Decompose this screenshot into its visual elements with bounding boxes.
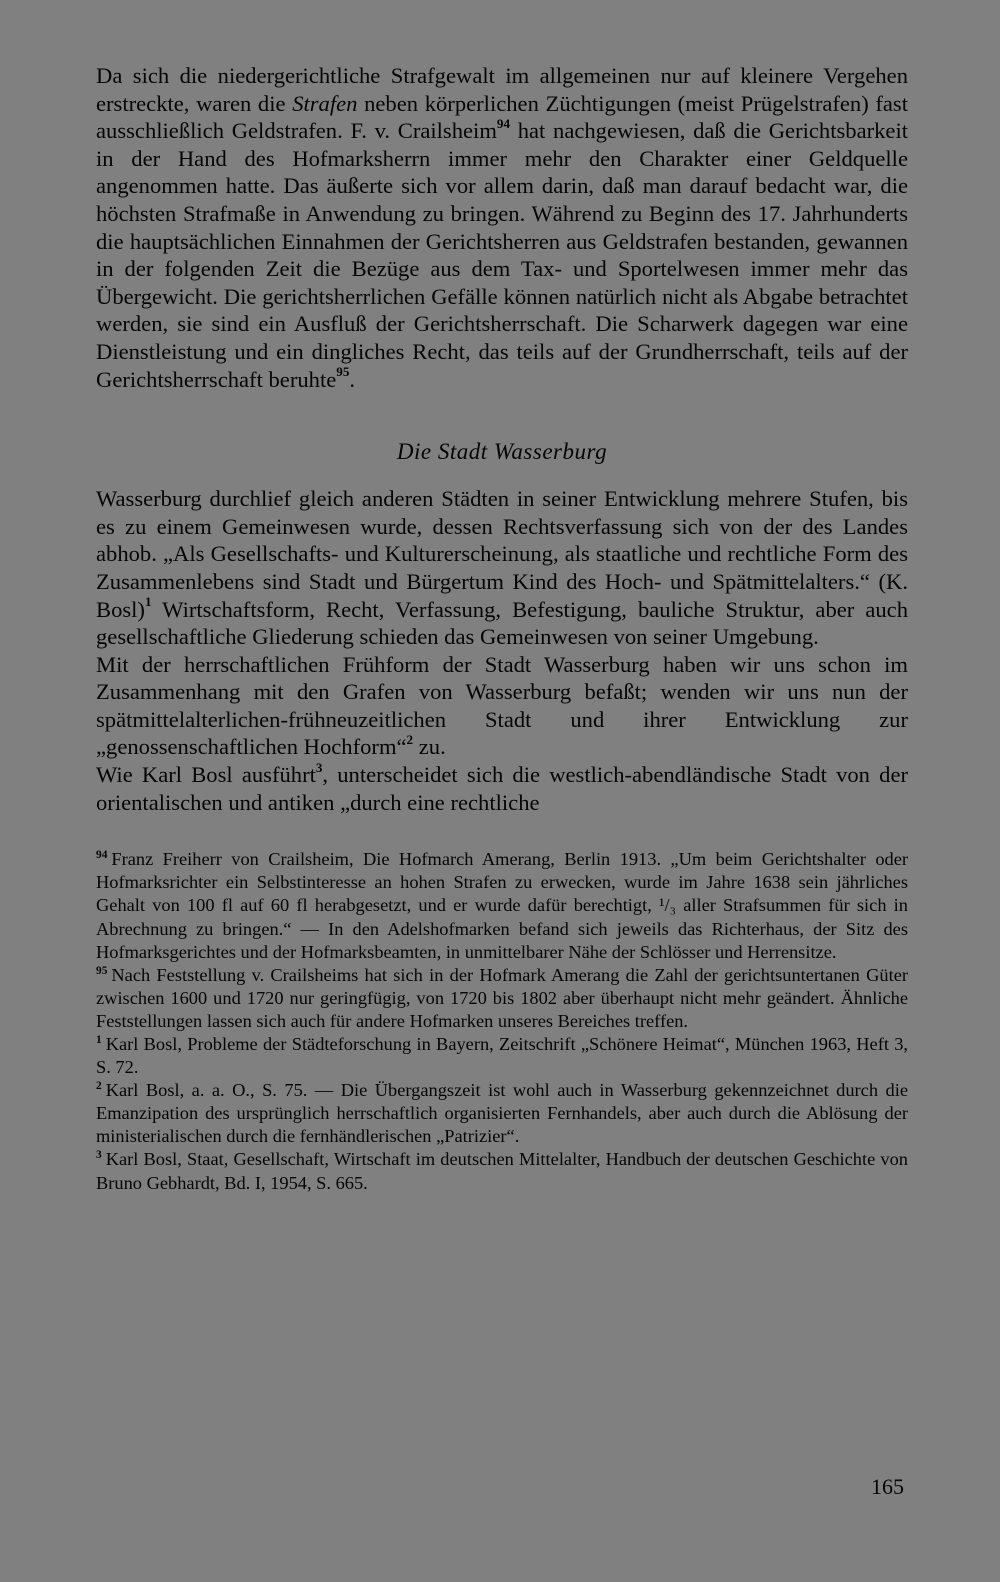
footnote-number: 94 bbox=[96, 849, 108, 862]
footnote-ref-1[interactable]: 1 bbox=[144, 594, 152, 610]
footnote-number: 3 bbox=[96, 1149, 102, 1162]
paragraph-text: hat nachgewiesen, daß die Gerichtsbarkeit in der Hand des Hofmarksherrn immer mehr den Charakter einer Geldquelle angenommen hatte. Das äußerte sich vor allem darin, daß man darauf bedacht war, die höchsten Strafmaße in Anwendung zu bringen. Während zu Beginn des 17. Jahrhunderts die hauptsächlichen Einnahmen der Gerichtsherren aus Geldstrafen bestanden, gewannen in der folgenden Zeit die Bezüge aus dem Tax- und Sportelwesen immer mehr das Übergewicht. Die gerichtsherrlichen Gefälle können natürlich nicht als Abgabe betrachtet werden, sie sind ein Ausfluß der Gerichtsherrschaft. Die Scharwerk dagegen war eine Dienstleistung und ein dingliches Recht, das teils auf der Grundherrschaft, teils auf der Gerichtsherrschaft beruhte bbox=[96, 118, 909, 392]
footnote-text: Franz Freiherr von Crailsheim, Die Hofmarch Amerang, Berlin 1913. „Um beim Gerichtshalter oder Hofmarksrichter ein Selbstinteresse an hohen Strafen zu erwecken, wurde im Jahre 1638 sein jährliches Gehalt von 100 fl auf 60 fl herabgesetzt, und er wurde dafür berechtigt, ¹/₃ aller Strafsummen für sich in Abrechnung zu bringen.“ — In den Adelshofmarken befand sich jeweils das Richterhaus, der Sitz des Hofmarksgerichtes und der Hofmarksbeamten, in unmittelbarer Nähe der Schlösser und Herrensitze. bbox=[96, 849, 908, 962]
footnote-text: Karl Bosl, a. a. O., S. 75. — Die Übergangszeit ist wohl auch in Wasserburg gekennzeichnet durch die Emanzipation des ursprünglich herrschaftlich organisierten Fernhandels, aber auch durch die Ablösung der ministerialischen durch die fernhändlerischen „Patrizier“. bbox=[96, 1080, 908, 1147]
paragraph-wasserburg-2 bbox=[96, 651, 908, 761]
paragraph-text: Wie Karl Bosl ausführt bbox=[96, 762, 316, 788]
footnote-94 bbox=[96, 848, 908, 963]
page-number: 165 bbox=[871, 1474, 904, 1499]
paragraph-text: , unterscheidet sich die westlich-abendländische Stadt von der orientalischen und antiken „durch eine rechtliche bbox=[96, 762, 909, 815]
section-heading: Die Stadt Wasserburg bbox=[396, 439, 608, 465]
footnote-2 bbox=[96, 1079, 908, 1148]
paragraph-text: zu. bbox=[413, 734, 446, 760]
footnote-95 bbox=[96, 964, 908, 1033]
footnote-text: Karl Bosl, Probleme der Städteforschung in Bayern, Zeitschrift „Schönere Heimat“, München 1963, Heft 3, S. 72. bbox=[96, 1034, 908, 1078]
footnote-3 bbox=[96, 1148, 908, 1194]
footnote-number: 1 bbox=[96, 1033, 102, 1046]
paragraph-text: . bbox=[349, 366, 356, 392]
footnote-1 bbox=[96, 1033, 908, 1079]
page-body bbox=[96, 62, 908, 1195]
paragraph-strafen bbox=[96, 62, 908, 393]
emphasis-strafen: Strafen bbox=[292, 90, 358, 116]
paragraph-text: Mit der herrschaftlichen Frühform der Stadt Wasserburg haben wir uns schon im Zusammenhang mit den Grafen von Wasserburg befaßt; wenden wir uns nun der spätmittelalterlichen-frühneuzeitlichen Stadt und ihrer Entwicklung zur „genossenschaftlichen Hochform“ bbox=[96, 651, 908, 760]
footnote-number: 2 bbox=[96, 1080, 102, 1093]
footnote-ref-2[interactable]: 2 bbox=[406, 731, 414, 747]
footnote-ref-95[interactable]: 95 bbox=[336, 364, 350, 380]
footnote-number: 95 bbox=[96, 964, 108, 977]
paragraph-text: neben körperlichen Züchtigungen (meist Prügelstrafen) fast ausschließlich Geldstrafen. F. v. Crailsheim bbox=[96, 90, 909, 144]
paragraph-wasserburg-3 bbox=[96, 761, 908, 816]
paragraph-text: Da sich die niedergerichtliche Strafgewalt im allgemeinen nur auf kleinere Vergehen erstreckte, waren die bbox=[96, 63, 908, 116]
footnote-text: Nach Feststellung v. Crailsheims hat sich in der Hofmark Amerang die Zahl der gerichtsuntertanen Güter zwischen 1600 und 1720 nur geringfügig, von 1720 bis 1802 aber überhaupt nicht mehr geändert. Ähnliche Feststellungen lassen sich auch für andere Hofmarken unseres Bereiches treffen. bbox=[96, 964, 908, 1031]
paragraph-wasserburg-1 bbox=[96, 485, 908, 651]
footnote-text: Karl Bosl, Staat, Gesellschaft, Wirtschaft im deutschen Mittelalter, Handbuch der deutschen Geschichte von Bruno Gebhardt, Bd. I, 1954, S. 665. bbox=[96, 1149, 908, 1193]
paragraph-text: Wirtschaftsform, Recht, Verfassung, Befestigung, bauliche Struktur, aber auch gesellschaftliche Gliederung schieden das Gemeinwesen von seiner Umgebung. bbox=[96, 596, 908, 650]
paragraph-text: Wasserburg durchlief gleich anderen Städten in seiner Entwicklung mehrere Stufen, bis es zu einem Gemeinwesen wurde, dessen Rechtsverfassung sich von der des Landes abhob. „Als Gesellschafts- und Kulturerscheinung, als staatliche und rechtliche Form des Zusammenlebens sind Stadt und Bürgertum Kind des Hoch- und Spätmittelalters.“ (K. Bosl) bbox=[96, 486, 908, 622]
footnote-ref-94[interactable]: 94 bbox=[496, 115, 510, 131]
footnote-ref-3[interactable]: 3 bbox=[315, 759, 323, 775]
footnotes bbox=[96, 848, 908, 1194]
